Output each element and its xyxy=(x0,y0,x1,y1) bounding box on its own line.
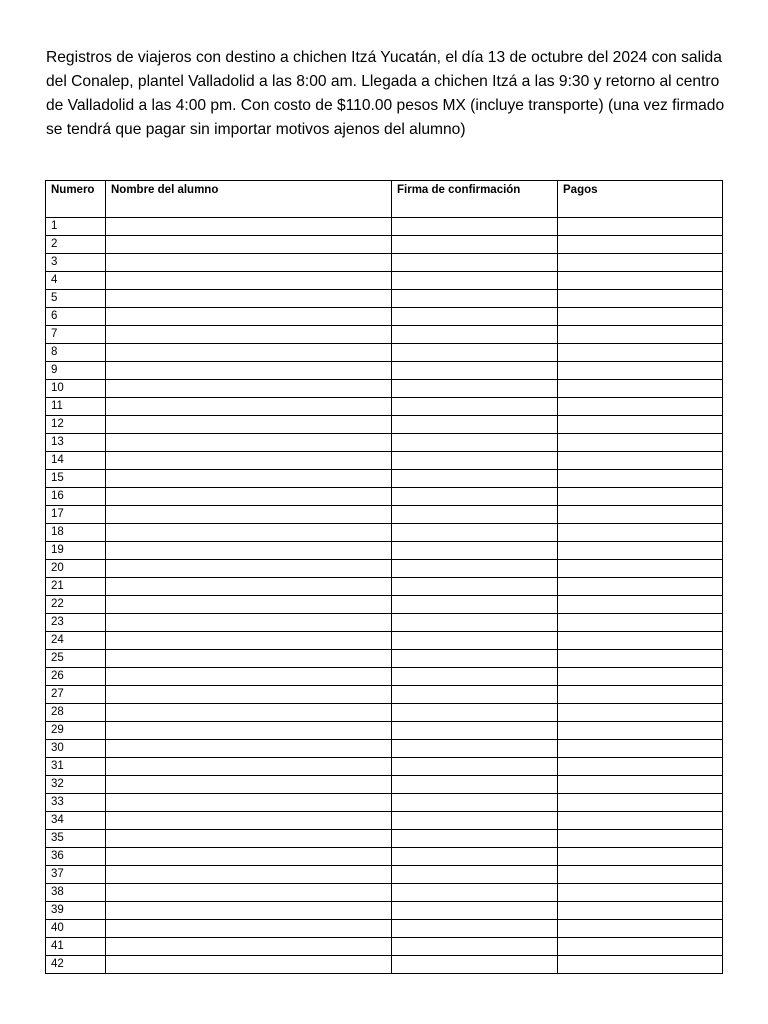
signature-cell[interactable] xyxy=(392,344,558,362)
signature-cell[interactable] xyxy=(392,560,558,578)
signature-cell[interactable] xyxy=(392,524,558,542)
row-number-cell: 9 xyxy=(46,362,106,380)
payment-cell[interactable] xyxy=(558,272,723,290)
row-number-cell: 3 xyxy=(46,254,106,272)
payment-cell[interactable] xyxy=(558,560,723,578)
table-row xyxy=(46,830,723,848)
student-name-cell[interactable] xyxy=(106,308,392,326)
student-name-cell[interactable] xyxy=(106,344,392,362)
table-row xyxy=(46,902,723,920)
payment-cell[interactable] xyxy=(558,632,723,650)
student-name-cell[interactable] xyxy=(106,614,392,632)
payment-cell[interactable] xyxy=(558,380,723,398)
row-number-cell: 12 xyxy=(46,416,106,434)
row-number-cell: 24 xyxy=(46,632,106,650)
table-row xyxy=(46,866,723,884)
payment-cell[interactable] xyxy=(558,542,723,560)
payment-cell[interactable] xyxy=(558,254,723,272)
payment-cell[interactable] xyxy=(558,776,723,794)
signature-cell[interactable] xyxy=(392,452,558,470)
row-number-cell: 29 xyxy=(46,722,106,740)
signature-cell[interactable] xyxy=(392,614,558,632)
row-number-cell: 32 xyxy=(46,776,106,794)
table-row xyxy=(46,524,723,542)
student-name-cell[interactable] xyxy=(106,542,392,560)
row-number-cell: 34 xyxy=(46,812,106,830)
table-row xyxy=(46,470,723,488)
payment-cell[interactable] xyxy=(558,704,723,722)
signature-cell[interactable] xyxy=(392,470,558,488)
row-number-cell: 33 xyxy=(46,794,106,812)
signature-cell[interactable] xyxy=(392,290,558,308)
signature-cell[interactable] xyxy=(392,722,558,740)
payment-cell[interactable] xyxy=(558,812,723,830)
payment-cell[interactable] xyxy=(558,830,723,848)
row-number-cell: 17 xyxy=(46,506,106,524)
signature-cell[interactable] xyxy=(392,668,558,686)
row-number-cell: 18 xyxy=(46,524,106,542)
table-row xyxy=(46,920,723,938)
row-number-cell: 30 xyxy=(46,740,106,758)
header-number: Numero xyxy=(46,181,106,218)
row-number-cell: 27 xyxy=(46,686,106,704)
payment-cell[interactable] xyxy=(558,290,723,308)
payment-cell[interactable] xyxy=(558,326,723,344)
row-number-cell: 35 xyxy=(46,830,106,848)
student-name-cell[interactable] xyxy=(106,704,392,722)
payment-cell[interactable] xyxy=(558,758,723,776)
student-name-cell[interactable] xyxy=(106,686,392,704)
payment-cell[interactable] xyxy=(558,434,723,452)
signature-cell[interactable] xyxy=(392,326,558,344)
student-name-cell[interactable] xyxy=(106,596,392,614)
row-number-cell: 31 xyxy=(46,758,106,776)
signature-cell[interactable] xyxy=(392,920,558,938)
row-number-cell: 1 xyxy=(46,218,106,236)
student-name-cell[interactable] xyxy=(106,758,392,776)
table-header-row xyxy=(46,181,723,218)
row-number-cell: 20 xyxy=(46,560,106,578)
payment-cell[interactable] xyxy=(558,398,723,416)
table-row xyxy=(46,686,723,704)
student-name-cell[interactable] xyxy=(106,380,392,398)
signature-cell[interactable] xyxy=(392,776,558,794)
signature-cell[interactable] xyxy=(392,272,558,290)
row-number-cell: 38 xyxy=(46,884,106,902)
table-row xyxy=(46,848,723,866)
student-name-cell[interactable] xyxy=(106,236,392,254)
table-row xyxy=(46,632,723,650)
signature-cell[interactable] xyxy=(392,362,558,380)
student-name-cell[interactable] xyxy=(106,398,392,416)
signature-cell[interactable] xyxy=(392,812,558,830)
student-name-cell[interactable] xyxy=(106,524,392,542)
row-number-cell: 8 xyxy=(46,344,106,362)
payment-cell[interactable] xyxy=(558,884,723,902)
row-number-cell: 16 xyxy=(46,488,106,506)
row-number-cell: 19 xyxy=(46,542,106,560)
signature-cell[interactable] xyxy=(392,578,558,596)
student-name-cell[interactable] xyxy=(106,794,392,812)
student-name-cell[interactable] xyxy=(106,938,392,956)
table-row xyxy=(46,740,723,758)
payment-cell[interactable] xyxy=(558,308,723,326)
table-row xyxy=(46,812,723,830)
signature-cell[interactable] xyxy=(392,380,558,398)
student-name-cell[interactable] xyxy=(106,650,392,668)
payment-cell[interactable] xyxy=(558,452,723,470)
payment-cell[interactable] xyxy=(558,650,723,668)
row-number-cell: 37 xyxy=(46,866,106,884)
student-name-cell[interactable] xyxy=(106,722,392,740)
table-row xyxy=(46,794,723,812)
signature-cell[interactable] xyxy=(392,884,558,902)
signature-cell[interactable] xyxy=(392,956,558,974)
payment-cell[interactable] xyxy=(558,668,723,686)
table-row xyxy=(46,326,723,344)
student-name-cell[interactable] xyxy=(106,740,392,758)
student-name-cell[interactable] xyxy=(106,848,392,866)
table-row xyxy=(46,488,723,506)
payment-cell[interactable] xyxy=(558,902,723,920)
table-row xyxy=(46,308,723,326)
payment-cell[interactable] xyxy=(558,236,723,254)
payment-cell[interactable] xyxy=(558,524,723,542)
payment-cell[interactable] xyxy=(558,614,723,632)
table-row xyxy=(46,434,723,452)
student-name-cell[interactable] xyxy=(106,902,392,920)
table-row xyxy=(46,758,723,776)
signature-cell[interactable] xyxy=(392,596,558,614)
payment-cell[interactable] xyxy=(558,362,723,380)
signature-cell[interactable] xyxy=(392,866,558,884)
payment-cell[interactable] xyxy=(558,416,723,434)
table-row xyxy=(46,722,723,740)
payment-cell[interactable] xyxy=(558,938,723,956)
payment-cell[interactable] xyxy=(558,722,723,740)
signature-cell[interactable] xyxy=(392,254,558,272)
student-name-cell[interactable] xyxy=(106,884,392,902)
student-name-cell[interactable] xyxy=(106,812,392,830)
signature-cell[interactable] xyxy=(392,830,558,848)
signature-cell[interactable] xyxy=(392,506,558,524)
row-number-cell: 26 xyxy=(46,668,106,686)
table-row xyxy=(46,506,723,524)
payment-cell[interactable] xyxy=(558,506,723,524)
row-number-cell: 7 xyxy=(46,326,106,344)
row-number-cell: 25 xyxy=(46,650,106,668)
signature-cell[interactable] xyxy=(392,740,558,758)
table-row xyxy=(46,452,723,470)
payment-cell[interactable] xyxy=(558,920,723,938)
payment-cell[interactable] xyxy=(558,470,723,488)
row-number-cell: 40 xyxy=(46,920,106,938)
student-name-cell[interactable] xyxy=(106,920,392,938)
student-name-cell[interactable] xyxy=(106,632,392,650)
student-name-cell[interactable] xyxy=(106,254,392,272)
row-number-cell: 5 xyxy=(46,290,106,308)
table-row xyxy=(46,884,723,902)
payment-cell[interactable] xyxy=(558,794,723,812)
student-name-cell[interactable] xyxy=(106,830,392,848)
signature-cell[interactable] xyxy=(392,434,558,452)
student-name-cell[interactable] xyxy=(106,416,392,434)
signature-cell[interactable] xyxy=(392,794,558,812)
student-name-cell[interactable] xyxy=(106,272,392,290)
intro-paragraph: Registros de viajeros con destino a chichen Itzá Yucatán, el día 13 de octubre del 2024 con salida del Conalep, plantel Valladolid a las 8:00 am. Llegada a chichen Itzá a las 9:30 y retorno al centro de Valladolid a las 4:00 pm. Con costo de $110.00 pesos MX (incluye transporte) (una vez firmado se tendrá que pagar sin importar motivos ajenos del alumno) xyxy=(46,49,725,138)
table-row xyxy=(46,362,723,380)
payment-cell[interactable] xyxy=(558,578,723,596)
table-row xyxy=(46,236,723,254)
row-number-cell: 36 xyxy=(46,848,106,866)
row-number-cell: 28 xyxy=(46,704,106,722)
payment-cell[interactable] xyxy=(558,344,723,362)
table-row xyxy=(46,668,723,686)
payment-cell[interactable] xyxy=(558,956,723,974)
table-row xyxy=(46,398,723,416)
student-name-cell[interactable] xyxy=(106,866,392,884)
table-row xyxy=(46,704,723,722)
row-number-cell: 2 xyxy=(46,236,106,254)
student-name-cell[interactable] xyxy=(106,452,392,470)
table-row xyxy=(46,380,723,398)
row-number-cell: 14 xyxy=(46,452,106,470)
signature-cell[interactable] xyxy=(392,542,558,560)
student-name-cell[interactable] xyxy=(106,326,392,344)
table-row xyxy=(46,776,723,794)
header-signature: Firma de confirmación xyxy=(392,181,558,218)
row-number-cell: 23 xyxy=(46,614,106,632)
row-number-cell: 42 xyxy=(46,956,106,974)
table-row xyxy=(46,344,723,362)
student-name-cell[interactable] xyxy=(106,956,392,974)
row-number-cell: 6 xyxy=(46,308,106,326)
signature-cell[interactable] xyxy=(392,488,558,506)
table-row xyxy=(46,272,723,290)
table-row xyxy=(46,542,723,560)
table-row xyxy=(46,218,723,236)
signature-cell[interactable] xyxy=(392,758,558,776)
table-body xyxy=(46,218,723,974)
row-number-cell: 22 xyxy=(46,596,106,614)
table-row xyxy=(46,650,723,668)
payment-cell[interactable] xyxy=(558,866,723,884)
student-name-cell[interactable] xyxy=(106,434,392,452)
payment-cell[interactable] xyxy=(558,740,723,758)
signature-cell[interactable] xyxy=(392,650,558,668)
signature-cell[interactable] xyxy=(392,704,558,722)
student-name-cell[interactable] xyxy=(106,506,392,524)
table-row xyxy=(46,578,723,596)
signature-cell[interactable] xyxy=(392,236,558,254)
table-row xyxy=(46,254,723,272)
signature-cell[interactable] xyxy=(392,938,558,956)
table-row xyxy=(46,560,723,578)
row-number-cell: 21 xyxy=(46,578,106,596)
row-number-cell: 10 xyxy=(46,380,106,398)
table-row xyxy=(46,614,723,632)
table-row xyxy=(46,938,723,956)
header-student-name: Nombre del alumno xyxy=(106,181,392,218)
signature-cell[interactable] xyxy=(392,218,558,236)
payment-cell[interactable] xyxy=(558,218,723,236)
table-row xyxy=(46,956,723,974)
student-name-cell[interactable] xyxy=(106,290,392,308)
table-row xyxy=(46,596,723,614)
table-row xyxy=(46,416,723,434)
payment-cell[interactable] xyxy=(558,686,723,704)
signature-cell[interactable] xyxy=(392,398,558,416)
traveler-registry-table xyxy=(45,180,723,974)
signature-cell[interactable] xyxy=(392,902,558,920)
student-name-cell[interactable] xyxy=(106,218,392,236)
row-number-cell: 11 xyxy=(46,398,106,416)
student-name-cell[interactable] xyxy=(106,776,392,794)
student-name-cell[interactable] xyxy=(106,362,392,380)
student-name-cell[interactable] xyxy=(106,668,392,686)
row-number-cell: 41 xyxy=(46,938,106,956)
student-name-cell[interactable] xyxy=(106,578,392,596)
signature-cell[interactable] xyxy=(392,632,558,650)
signature-cell[interactable] xyxy=(392,848,558,866)
signature-cell[interactable] xyxy=(392,416,558,434)
table-row xyxy=(46,290,723,308)
student-name-cell[interactable] xyxy=(106,470,392,488)
row-number-cell: 39 xyxy=(46,902,106,920)
row-number-cell: 15 xyxy=(46,470,106,488)
payment-cell[interactable] xyxy=(558,596,723,614)
student-name-cell[interactable] xyxy=(106,488,392,506)
signature-cell[interactable] xyxy=(392,686,558,704)
row-number-cell: 4 xyxy=(46,272,106,290)
signature-cell[interactable] xyxy=(392,308,558,326)
payment-cell[interactable] xyxy=(558,848,723,866)
row-number-cell: 13 xyxy=(46,434,106,452)
payment-cell[interactable] xyxy=(558,488,723,506)
header-payments: Pagos xyxy=(558,181,723,218)
student-name-cell[interactable] xyxy=(106,560,392,578)
